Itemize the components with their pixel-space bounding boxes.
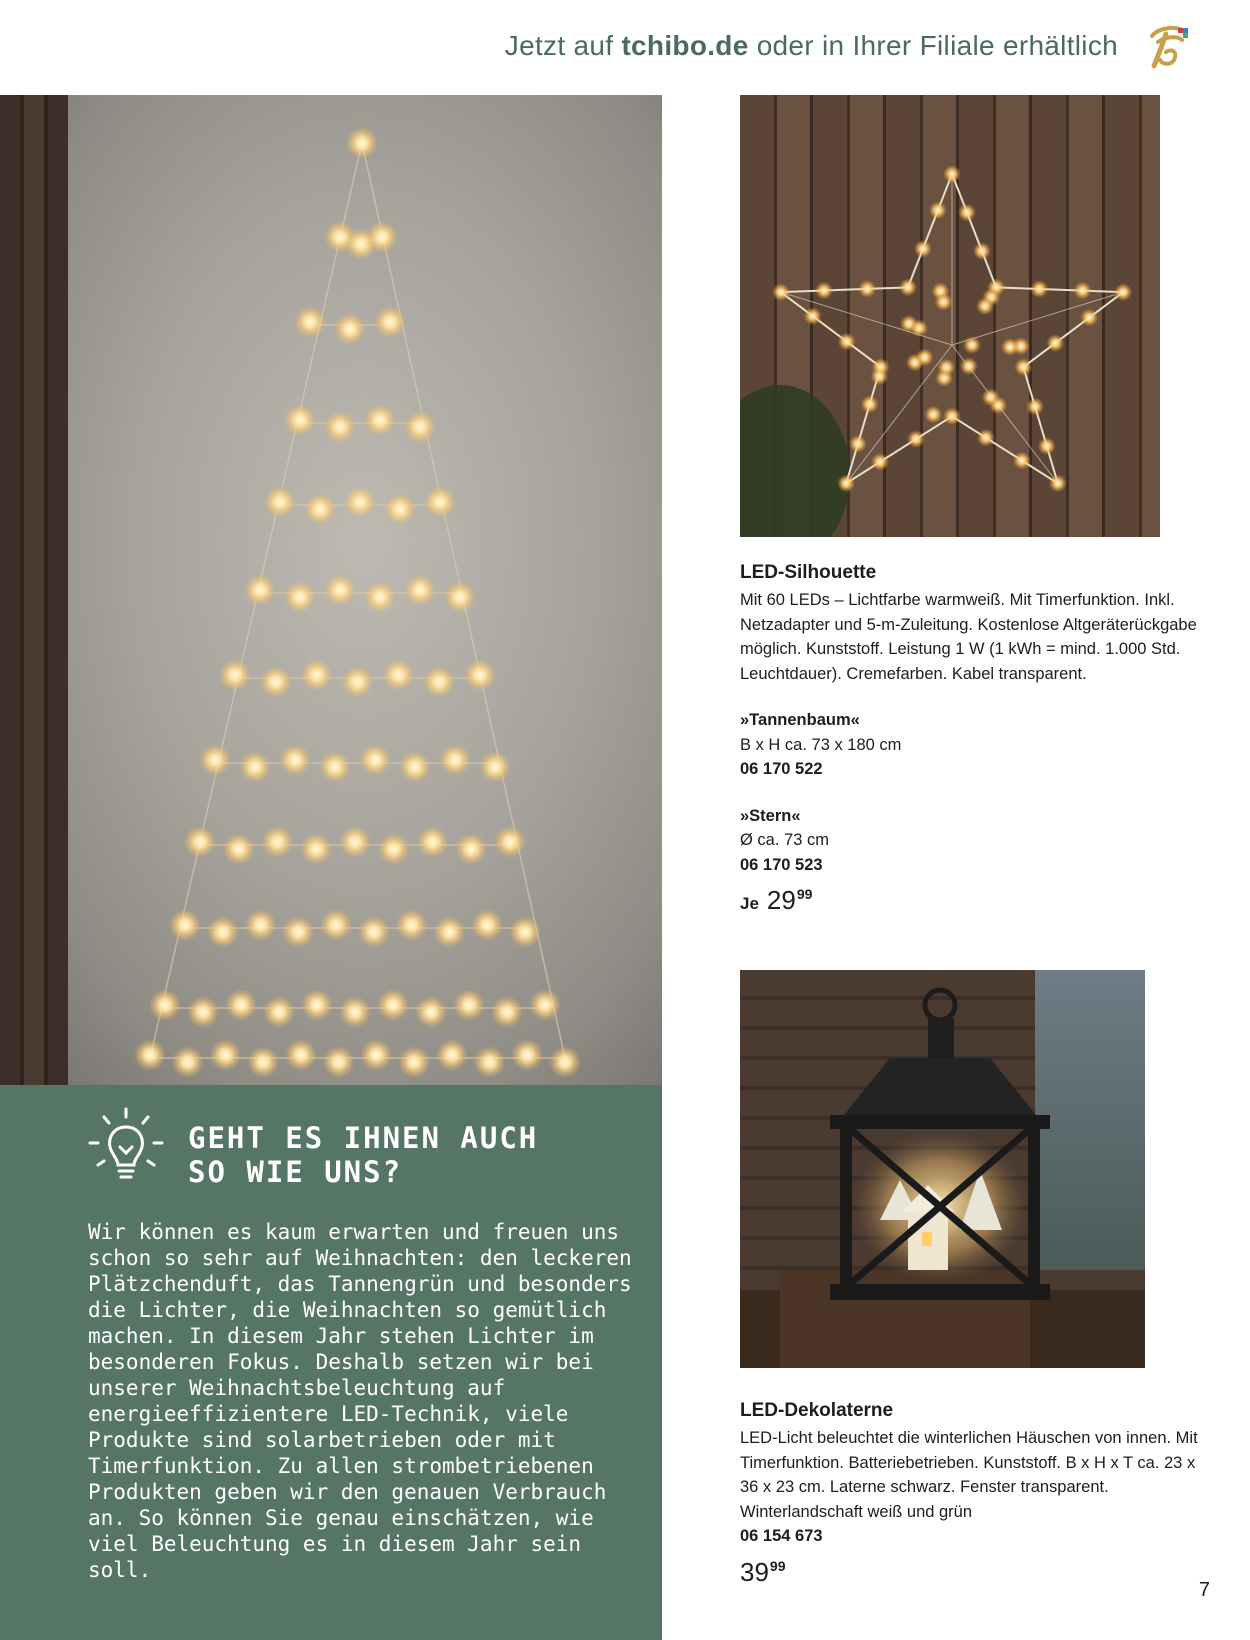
led-light xyxy=(899,278,917,296)
led-light xyxy=(342,666,374,698)
led-light xyxy=(399,751,431,783)
lantern-illustration xyxy=(740,970,1145,1368)
led-light xyxy=(424,486,456,518)
led-light xyxy=(837,474,855,492)
led-light xyxy=(382,659,414,691)
led-light xyxy=(366,221,398,253)
led-light xyxy=(225,989,257,1021)
led-light xyxy=(423,666,455,698)
led-light xyxy=(223,833,255,865)
led-light xyxy=(172,1046,204,1078)
led-light xyxy=(304,493,336,525)
led-light xyxy=(404,574,436,606)
led-light xyxy=(455,833,487,865)
led-light xyxy=(245,909,277,941)
led-light xyxy=(772,283,790,301)
led-light xyxy=(509,916,541,948)
led-light xyxy=(339,996,371,1028)
led-light xyxy=(239,751,271,783)
led-light xyxy=(1114,283,1132,301)
led-light xyxy=(396,909,428,941)
led-light xyxy=(1026,398,1044,416)
led-light xyxy=(943,407,961,425)
led-light xyxy=(279,744,311,776)
led-light xyxy=(1046,334,1064,352)
led-light xyxy=(415,996,447,1028)
led-light xyxy=(943,165,961,183)
led-light xyxy=(134,1039,166,1071)
product-title: LED-Silhouette xyxy=(740,562,877,583)
info-box xyxy=(0,1085,662,1640)
led-light xyxy=(914,240,932,258)
led-light xyxy=(209,1039,241,1071)
led-light xyxy=(1001,338,1019,356)
lightbulb-icon xyxy=(86,1107,166,1189)
article-number: 06 170 523 xyxy=(740,855,823,874)
led-light xyxy=(282,916,314,948)
led-lantern-photo xyxy=(740,970,1145,1368)
info-title: GEHT ES IHNEN AUCH SO WIE UNS? xyxy=(188,1121,539,1189)
led-light xyxy=(1014,358,1032,376)
led-light xyxy=(364,581,396,613)
led-light xyxy=(977,429,995,447)
led-light xyxy=(924,406,942,424)
led-light xyxy=(511,1039,543,1071)
led-light xyxy=(804,307,822,325)
led-light xyxy=(262,826,294,858)
led-light xyxy=(549,1046,581,1078)
led-light xyxy=(444,581,476,613)
led-light xyxy=(815,282,833,300)
page-number: 7 xyxy=(1198,1579,1210,1601)
led-light xyxy=(320,909,352,941)
led-light xyxy=(929,201,947,219)
led-light xyxy=(973,242,991,260)
led-light xyxy=(264,486,296,518)
led-light xyxy=(319,751,351,783)
led-light xyxy=(149,989,181,1021)
led-light xyxy=(433,916,465,948)
led-light xyxy=(529,989,561,1021)
led-light xyxy=(334,313,366,345)
led-light xyxy=(324,411,356,443)
led-light xyxy=(1030,280,1048,298)
led-light xyxy=(976,297,994,315)
price-euros: 39 xyxy=(740,1556,769,1587)
led-light xyxy=(219,659,251,691)
product-led-dekolaterne xyxy=(740,1400,1210,1588)
led-light xyxy=(871,453,889,471)
led-light xyxy=(417,826,449,858)
tchibo-logo-icon xyxy=(1144,22,1188,70)
led-light xyxy=(861,395,879,413)
led-light xyxy=(260,666,292,698)
led-light xyxy=(1049,474,1067,492)
header-availability xyxy=(505,30,1118,62)
led-light xyxy=(910,319,928,337)
star-silhouette-photo xyxy=(740,95,1160,537)
led-light xyxy=(323,1046,355,1078)
led-light xyxy=(479,751,511,783)
led-light xyxy=(870,367,888,385)
led-light xyxy=(934,293,952,311)
led-light xyxy=(436,1039,468,1071)
header-prefix: Jetzt auf xyxy=(504,30,614,61)
led-light xyxy=(339,826,371,858)
led-light xyxy=(378,833,410,865)
led-light xyxy=(1038,437,1056,455)
price xyxy=(740,885,1210,916)
led-light xyxy=(916,348,934,366)
article-number: 06 154 673 xyxy=(740,1527,823,1545)
article-number: 06 170 522 xyxy=(740,760,823,778)
led-light xyxy=(324,574,356,606)
led-light xyxy=(207,916,239,948)
led-light xyxy=(963,336,981,354)
header-domain-link[interactable]: tchibo.de xyxy=(621,30,749,61)
variant-name: »Stern« xyxy=(740,806,801,825)
led-light xyxy=(346,127,378,159)
led-light xyxy=(1074,282,1092,300)
led-light xyxy=(199,744,231,776)
led-light xyxy=(301,659,333,691)
led-light xyxy=(169,909,201,941)
variant-size: B x H ca. 73 x 180 cm xyxy=(740,735,902,754)
led-light xyxy=(838,333,856,351)
led-light xyxy=(474,1046,506,1078)
led-light xyxy=(301,989,333,1021)
header-suffix: oder in Ihrer Filiale erhältlich xyxy=(756,30,1118,61)
info-text: Wir können es kaum erwarten und freuen uns schon so sehr auf Weihnachten: den leckeren Plätzchenduft, das Tannengrün und besonders die Lichter, die Weihnachten so gemütlich machen. In diesem Jahr stehen Lichter im besonderen Fokus. Deshalb setzen wir bei unserer Weihnachtsbeleuchtung auf energieeffizientere LED-Technik, viele Produkte sind solarbetrieben oder mit Timerfunktion. Zu allen strombetriebenen Produkten geben wir den genauen Verbrauch an. So können Sie genau einschätzen, wie viel Beleuchtung es in diesem Jahr sein soll. xyxy=(88,1220,632,1582)
led-light xyxy=(398,1046,430,1078)
led-light xyxy=(359,744,391,776)
led-light xyxy=(187,996,219,1028)
led-light xyxy=(247,1046,279,1078)
product-title: LED-Dekolaterne xyxy=(740,1400,894,1421)
led-light xyxy=(374,306,406,338)
led-light xyxy=(284,581,316,613)
led-light xyxy=(360,1039,392,1071)
led-light xyxy=(384,493,416,525)
led-light xyxy=(358,916,390,948)
led-light xyxy=(937,358,955,376)
led-light xyxy=(960,357,978,375)
variant-size: Ø ca. 73 cm xyxy=(740,831,829,849)
led-light xyxy=(982,388,1000,406)
led-light xyxy=(1013,452,1031,470)
led-light xyxy=(377,989,409,1021)
led-light xyxy=(364,404,396,436)
led-light xyxy=(404,411,436,443)
led-light xyxy=(300,833,332,865)
led-light xyxy=(1080,309,1098,327)
led-light xyxy=(491,996,523,1028)
price xyxy=(740,1557,1210,1588)
led-star-lights xyxy=(740,95,1160,537)
led-light xyxy=(471,909,503,941)
product-description: Mit 60 LEDs – Lichtfarbe warmweiß. Mit Timerfunktion. Inkl. Netzadapter und 5-m-Zuleitung. Kostenlose Altgeräterückgabe möglich. Kunststoff. Leistung 1 W (1 kWh = mind. 1.000 Std. Leuchtdauer). Cremefarben. Kabel transparent. xyxy=(740,591,1197,683)
led-light xyxy=(344,486,376,518)
led-light xyxy=(849,435,867,453)
led-light xyxy=(284,404,316,436)
led-light xyxy=(494,826,526,858)
led-light xyxy=(464,659,496,691)
led-light xyxy=(244,574,276,606)
price-prefix: Je xyxy=(740,894,759,913)
price-cents: 99 xyxy=(796,886,813,902)
product-description: LED-Licht beleuchtet die winterlichen Häuschen von innen. Mit Timerfunktion. Batteriebetrieben. Kunststoff. B x H x T ca. 23 x 36 x 23 cm. Laterne schwarz. Fenster transparent. Winterlandschaft weiß und grün xyxy=(740,1429,1198,1521)
led-light xyxy=(285,1039,317,1071)
variant-name: »Tannenbaum« xyxy=(740,711,860,729)
price-cents: 99 xyxy=(769,1557,786,1574)
led-light xyxy=(907,430,925,448)
led-light xyxy=(958,204,976,222)
product-led-silhouette xyxy=(740,562,1210,916)
led-light xyxy=(439,744,471,776)
led-light xyxy=(453,989,485,1021)
led-light xyxy=(858,280,876,298)
price-euros: 29 xyxy=(766,885,796,915)
led-light xyxy=(294,306,326,338)
led-tree-lights xyxy=(0,95,662,1085)
led-light xyxy=(184,826,216,858)
led-light xyxy=(263,996,295,1028)
tree-silhouette-photo xyxy=(0,95,662,1085)
